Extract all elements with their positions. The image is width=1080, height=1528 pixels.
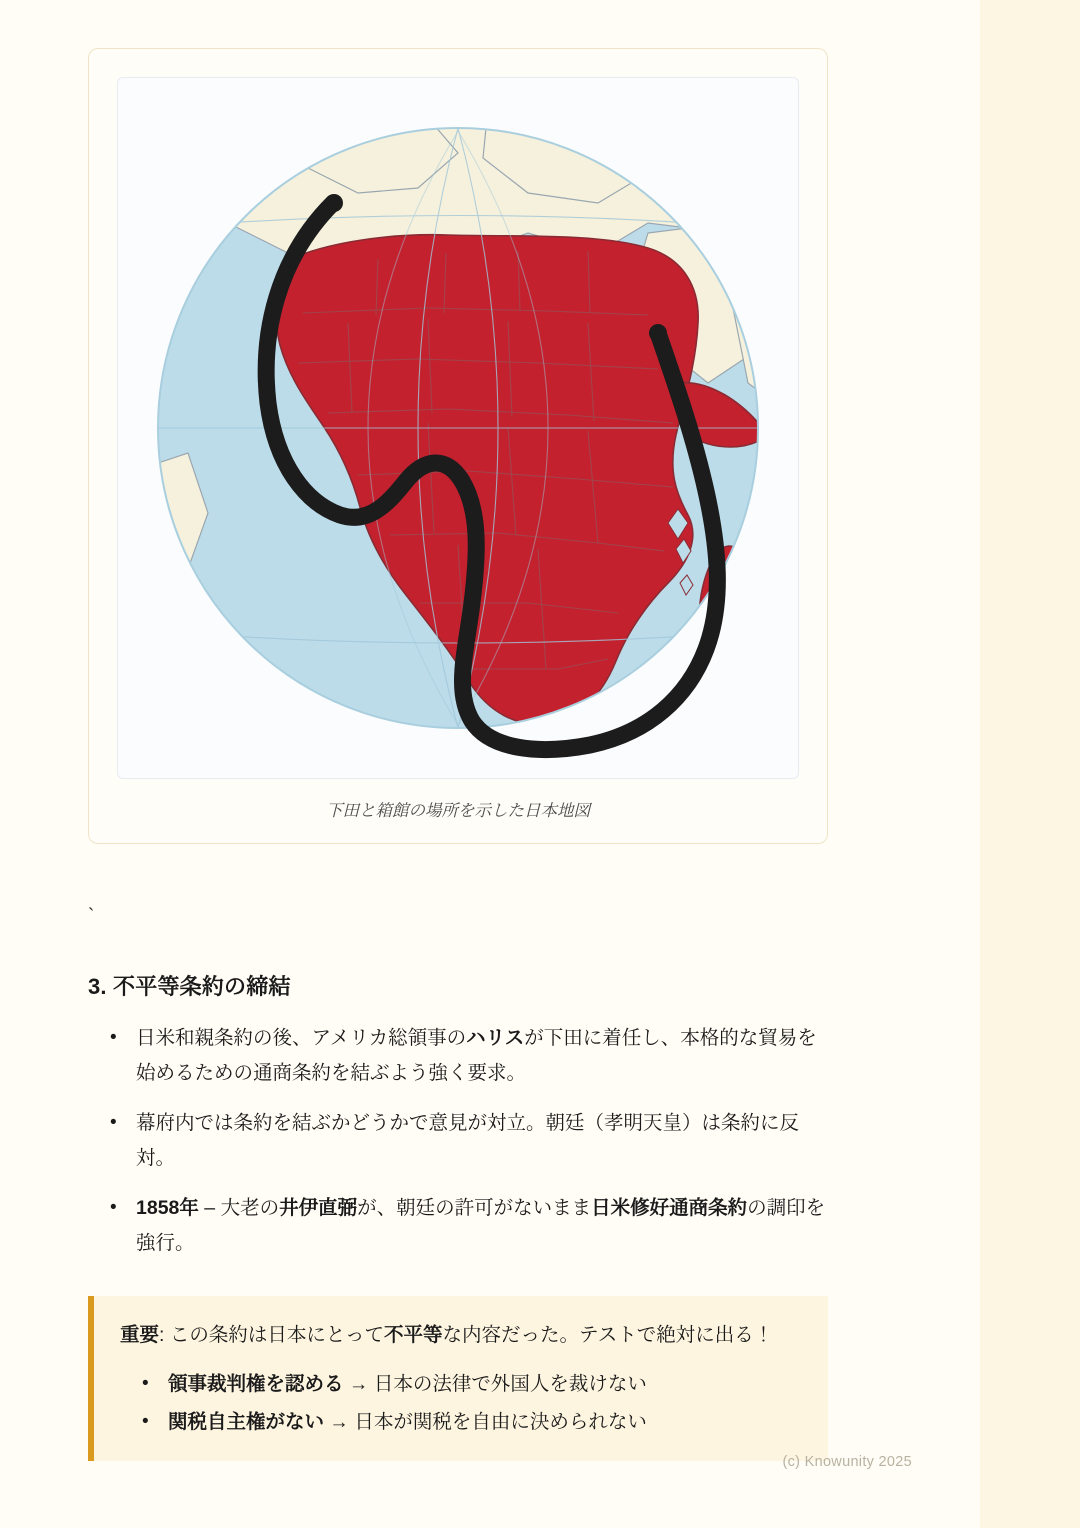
stray-backtick-mark: `: [88, 906, 95, 927]
figure-image-frame: [117, 77, 799, 779]
figure-card: [88, 48, 828, 844]
important-callout: [88, 1296, 828, 1461]
globe-africa-map-icon: [128, 83, 788, 773]
callout-bullet-list: [120, 1365, 802, 1441]
list-item: • 1858年 – 大老の井伊直弼が、朝廷の許可がないまま日米修好通商条約の調印を強行。: [122, 1191, 828, 1262]
watermark-text: (c) Knowunity 2025: [782, 1454, 912, 1470]
section-heading: 3. 不平等条約の締結: [88, 974, 291, 999]
list-item: • 幕府内では条約を結ぶかどうかで意見が対立。朝廷（孝明天皇）は条約に反対。: [122, 1106, 828, 1177]
list-item: • 日米和親条約の後、アメリカ総領事のハリスが下田に着任し、本格的な貿易を始めるための通商条約を結ぶよう強く要求。: [122, 1021, 828, 1092]
figure-caption: 下田と箱館の場所を示した日本地図: [326, 802, 590, 820]
page-edge-strip: [979, 0, 1080, 1528]
list-item: • 関税自主権がない → 日本が関税を自由に決められない: [154, 1403, 802, 1441]
list-item: • 領事裁判権を認める → 日本の法律で外国人を裁けない: [154, 1365, 802, 1403]
document-content: [88, 48, 828, 1461]
callout-lead-text: 重要: この条約は日本にとって不平等な内容だった。テストで絶対に出る！: [120, 1323, 774, 1346]
section-bullet-list: [88, 1021, 828, 1262]
